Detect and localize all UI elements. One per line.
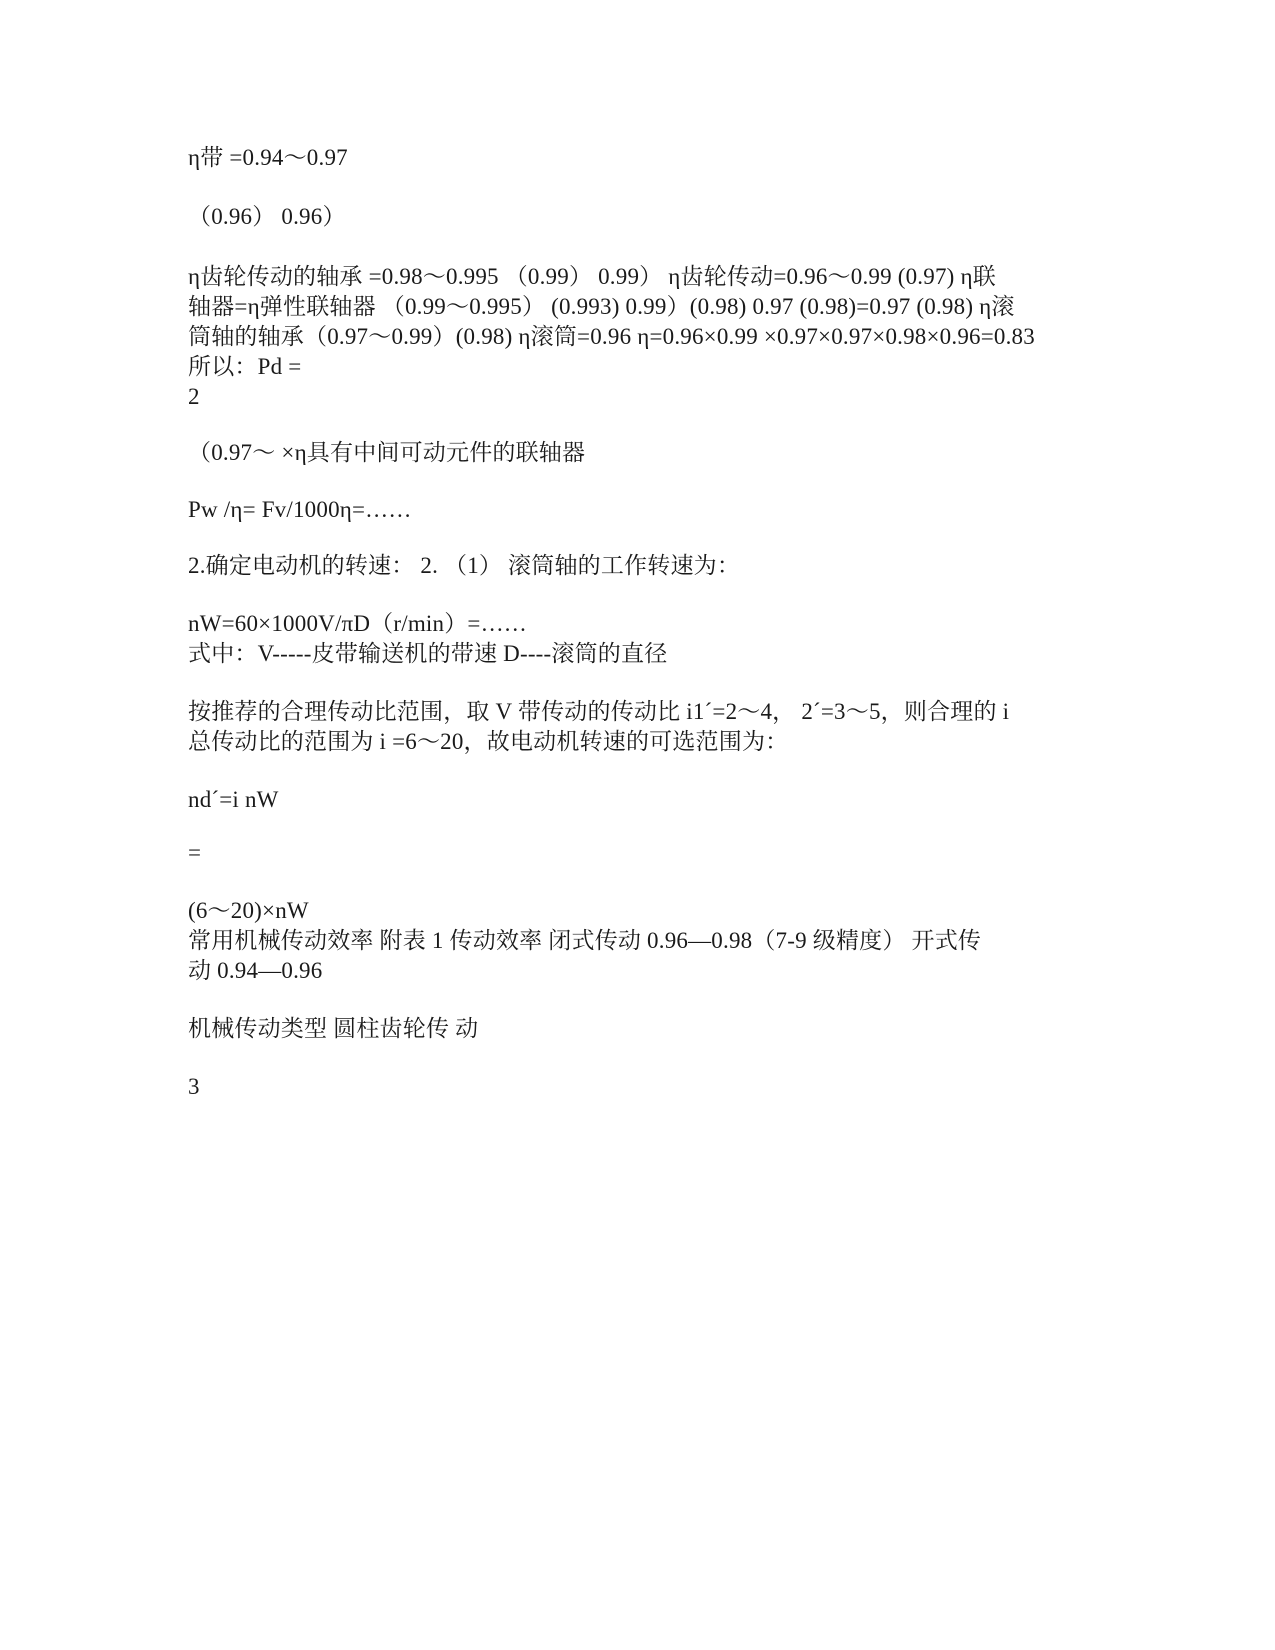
text-line-coupling: 轴器=η弹性联轴器 （0.99～0.995） (0.993) 0.99）(0.98) 0.97 (0.98)=0.97 (0.98) η滚 bbox=[188, 294, 1015, 319]
text-line-motor-speed-heading: 2.确定电动机的转速： 2. （1） 滚筒轴的工作转速为： bbox=[188, 553, 741, 578]
text-line-nw-formula: nW=60×1000V/πD（r/min）=…… bbox=[188, 611, 527, 636]
text-line-nd-formula: nd´=i nW bbox=[188, 787, 279, 812]
text-line-number-2: 2 bbox=[188, 384, 200, 409]
text-line-total-ratio: 总传动比的范围为 i =6～20，故电动机转速的可选范围为： bbox=[188, 729, 789, 754]
page-number: 3 bbox=[188, 1074, 200, 1099]
text-line-belt-values: （0.96） 0.96） bbox=[188, 204, 346, 229]
text-line-gear-bearing: η齿轮传动的轴承 =0.98～0.995 （0.99） 0.99） η齿轮传动=0.96～0.99 (0.97) η联 bbox=[188, 264, 996, 289]
text-line-formula-legend: 式中：V-----皮带输送机的带速 D----滚筒的直径 bbox=[188, 641, 668, 666]
text-line-eta-belt: η带 =0.94～0.97 bbox=[188, 145, 348, 170]
text-line-transmission-type: 机械传动类型 圆柱齿轮传 动 bbox=[188, 1016, 479, 1041]
text-line-pd: 所以：Pd = bbox=[188, 354, 302, 379]
text-line-ratio-range: 按推荐的合理传动比范围，取 V 带传动的传动比 i1´=2～4， 2´=3～5，则合理的 i bbox=[188, 699, 1010, 724]
text-line-drum-bearing: 筒轴的轴承（0.97～0.99）(0.98) η滚筒=0.96 η=0.96×0.99 ×0.97×0.97×0.98×0.96=0.83 bbox=[188, 324, 1035, 349]
text-line-open-drive: 动 0.94—0.96 bbox=[188, 958, 323, 983]
text-line-pw-formula: Pw /η= Fv/1000η=…… bbox=[188, 497, 412, 522]
text-line-range-nw: (6～20)×nW bbox=[188, 898, 309, 923]
text-line-efficiency-table: 常用机械传动效率 附表 1 传动效率 闭式传动 0.96—0.98（7-9 级精度） 开式传 bbox=[188, 928, 982, 953]
text-line-equals: = bbox=[188, 840, 202, 865]
text-line-movable-coupling: （0.97～ ×η具有中间可动元件的联轴器 bbox=[188, 440, 586, 465]
